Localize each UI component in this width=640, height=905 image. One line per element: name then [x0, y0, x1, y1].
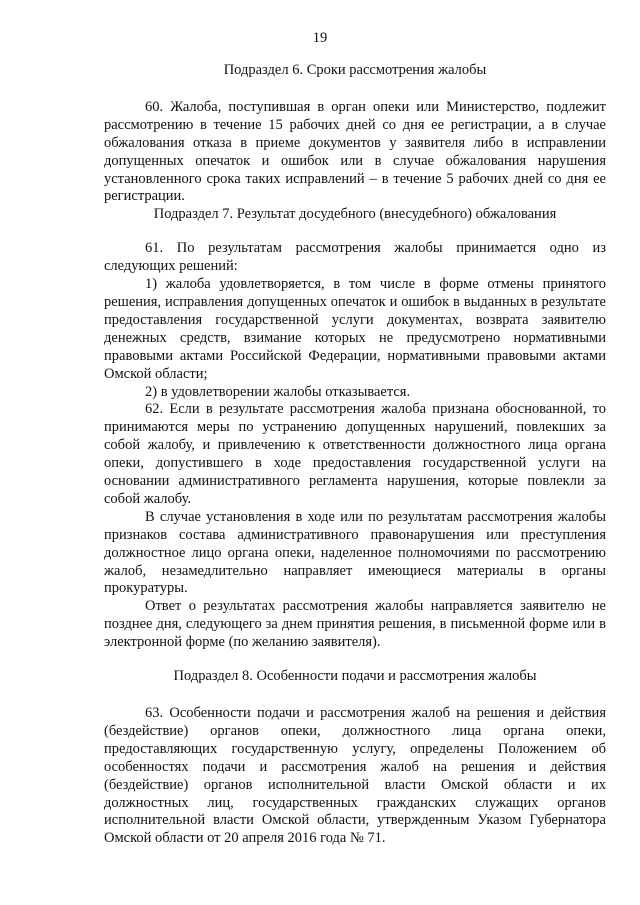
- section-heading-7: Подраздел 7. Результат досудебного (внесудебного) обжалования: [153, 206, 557, 223]
- paragraph-62-response: Ответ о результатах рассмотрения жалобы направляется заявителю не позднее дня, следующего за днем принятия решения, в письменной форме или в электронной форме (по желанию заявителя).: [104, 598, 606, 651]
- document-body: [104, 62, 606, 848]
- page-number: 19: [312, 30, 328, 46]
- section-heading-8: Подраздел 8. Особенности подачи и рассмотрения жалобы: [173, 668, 537, 685]
- paragraph-60: 60. Жалоба, поступившая в орган опеки или Министерство, подлежит рассмотрению в течение 15 рабочих дней со дня ее регистрации, а в случае обжалования отказа в приеме документов у заявителя либо в исправлении допущенных опечаток и ошибок или в случае обжалования нарушения установленного срока таких исправлений – в течение 5 рабочих дней со дня ее регистрации.: [104, 98, 606, 205]
- list-item-1: 1) жалоба удовлетворяется, в том числе в форме отмены принятого решения, исправления допущенных опечаток и ошибок в выданных в результате предоставления государственной услуги документах, возврата заявителю денежных средств, взимание которых не предусмотрено нормативными правовыми актами Российской Федерации, нормативными правовыми актами Омской области;: [104, 276, 606, 382]
- list-item-2: 2) в удовлетворении жалобы отказывается.: [145, 383, 411, 400]
- paragraph-62: 62. Если в результате рассмотрения жалоба признана обоснованной, то принимаются меры по устранению допущенных нарушений, повлекших за собой жалобу, и привлечению к ответственности должностного лица органа опеки, допустившего в ходе предоставления государственной услуги на основании административного регламента нарушения, которые повлекли за собой жалобу.: [104, 401, 606, 507]
- section-heading-6: Подраздел 6. Сроки рассмотрения жалобы: [223, 62, 487, 78]
- paragraph-62-violation: В случае установления в ходе или по результатам рассмотрения жалобы признаков состава административного правонарушения или преступления должностное лицо органа опеки, наделенное полномочиями по рассмотрению жалоб, незамедлительно направляет имеющиеся материалы в органы прокуратуры.: [104, 508, 606, 597]
- paragraph-63: 63. Особенности подачи и рассмотрения жалоб на решения и действия (бездействие) органов опеки, должностного лица органа опеки, предоставляющих государственную услугу, определены Положением об особенностях подачи и рассмотрения жалоб на решения и действия (бездействие) органов исполнительной власти Омской области и их должностных лиц, государственных гражданских служащих органов исполнительной власти Омской области, утвержденным Указом Губернатора Омской области от 20 апреля 2016 года № 71.: [104, 705, 606, 847]
- paragraph-61: 61. По результатам рассмотрения жалобы принимается одно из следующих решений:: [104, 240, 606, 275]
